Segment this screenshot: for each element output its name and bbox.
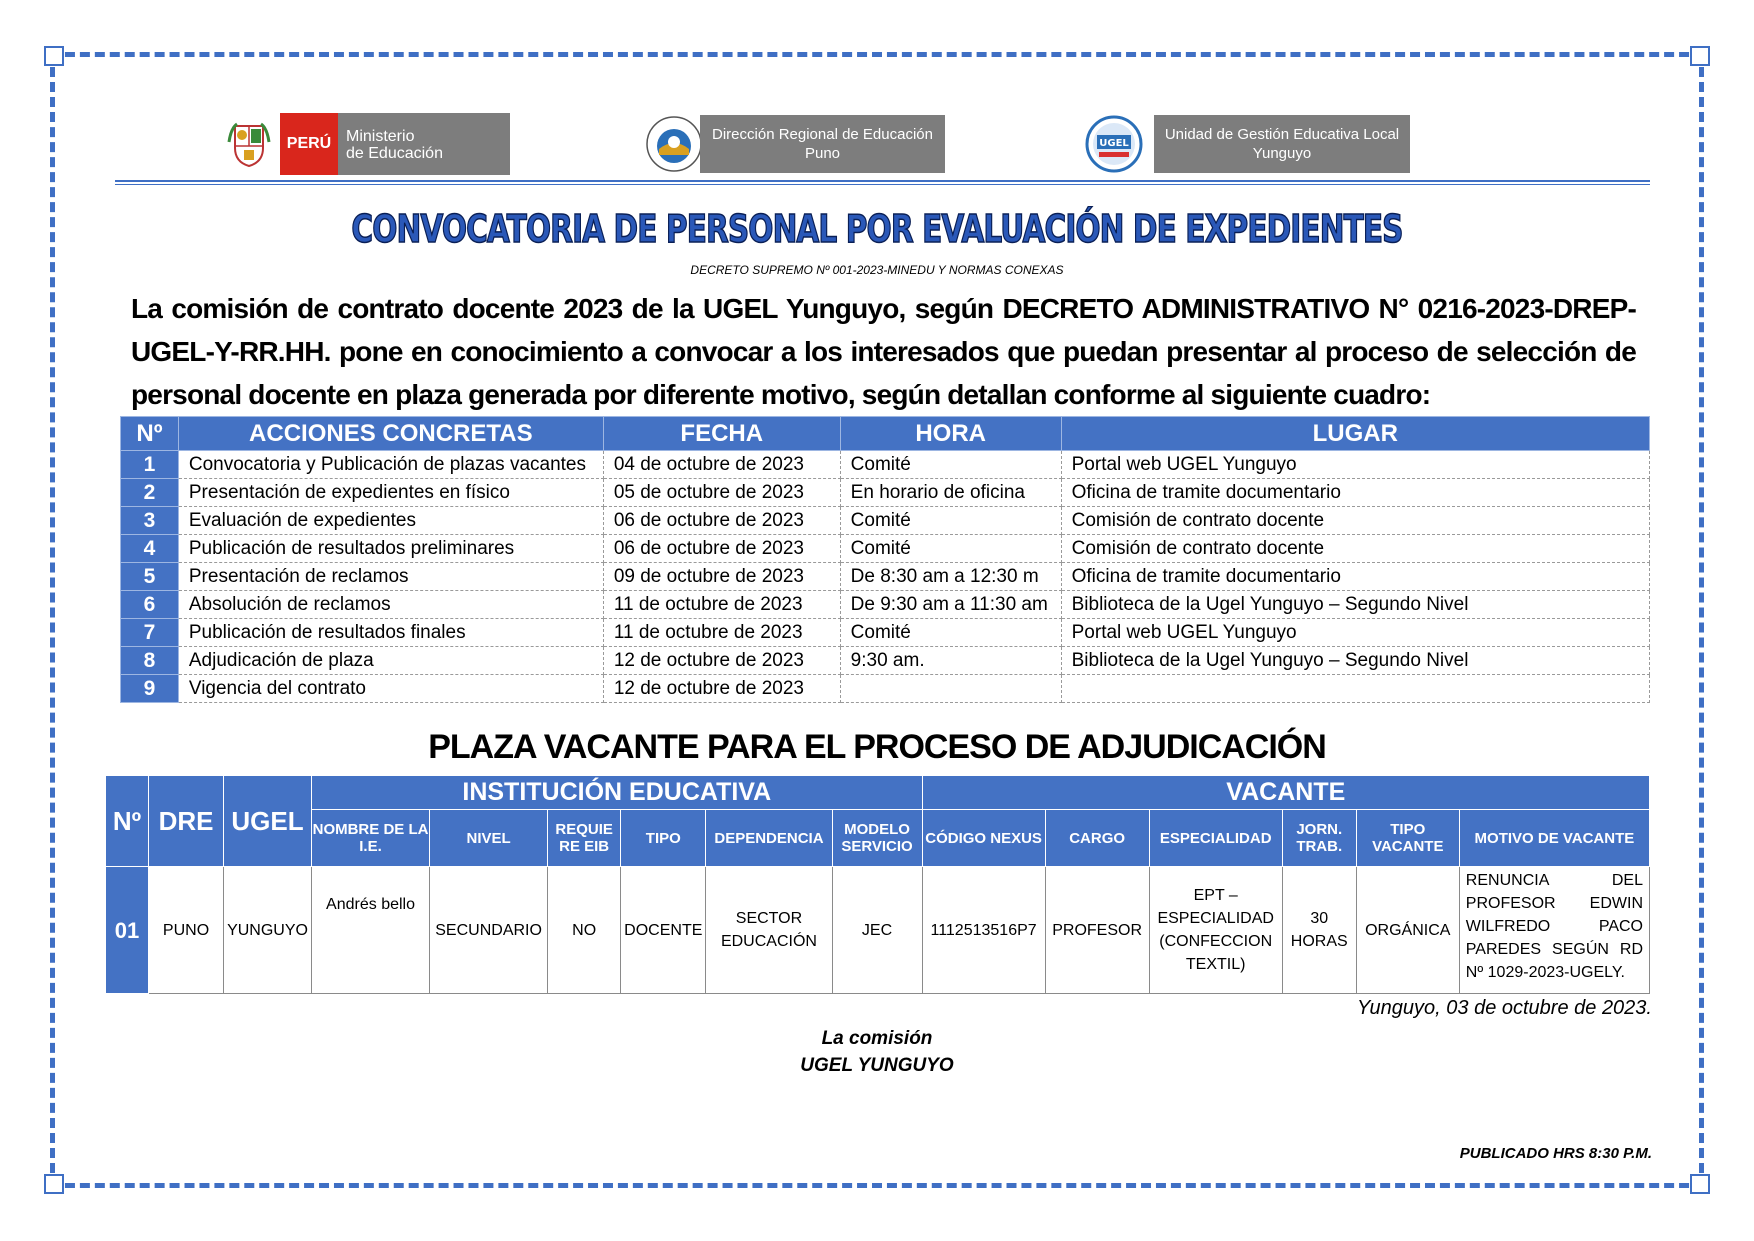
plaza-section-title: PLAZA VACANTE PARA EL PROCESO DE ADJUDICACIÓN	[428, 728, 1326, 766]
lugar-cell: Biblioteca de la Ugel Yunguyo – Segundo Nivel	[1061, 647, 1649, 675]
hora-cell: 9:30 am.	[840, 647, 1061, 675]
signature-line2: UGEL YUNGUYO	[800, 1055, 954, 1076]
table-row	[121, 563, 1650, 591]
tipo-cell: DOCENTE	[621, 867, 706, 994]
accion-cell: Publicación de resultados finales	[178, 619, 603, 647]
intro-paragraph: La comisión de contrato docente 2023 de la UGEL Yunguyo, según DECRETO ADMINISTRATIVO N° 0216-2023-DREP-UGEL-Y-RR.HH. pone en conocimiento a convocar a los interesados que puedan presentar al proceso de selección de personal docente en plaza generada por diferente motivo, según detallan conforme al siguiente cuadro:	[131, 293, 1636, 410]
table-row	[121, 591, 1650, 619]
schedule-table	[120, 416, 1650, 703]
row-number: 8	[121, 647, 179, 675]
fecha-cell: 12 de octubre de 2023	[603, 647, 840, 675]
minedu-name-line1: Ministerio	[346, 128, 415, 145]
hora-cell	[840, 675, 1061, 703]
plaza-header-row	[106, 810, 1650, 867]
col-header-ugel: UGEL	[224, 776, 312, 867]
border-corner	[44, 46, 64, 66]
modelo-cell: JEC	[832, 867, 922, 994]
header-logos	[115, 113, 1650, 179]
fecha-cell: 11 de octubre de 2023	[603, 591, 840, 619]
ugel-label	[1154, 115, 1410, 173]
col-header-especialidad: ESPECIALIDAD	[1149, 810, 1282, 867]
tipo-vacante-cell: ORGÁNICA	[1356, 867, 1459, 994]
plaza-table	[105, 775, 1650, 994]
header-divider	[115, 180, 1650, 182]
nombre-ie-cell: Andrés bello	[312, 867, 430, 994]
col-header-dre: DRE	[149, 776, 224, 867]
lugar-cell: Comisión de contrato docente	[1061, 535, 1649, 563]
fecha-cell: 04 de octubre de 2023	[603, 451, 840, 479]
table-row	[106, 867, 1650, 994]
border-corner	[1690, 1174, 1710, 1194]
drep-label	[700, 115, 945, 173]
row-number: 4	[121, 535, 179, 563]
accion-cell: Presentación de reclamos	[178, 563, 603, 591]
fecha-cell: 12 de octubre de 2023	[603, 675, 840, 703]
row-number: 6	[121, 591, 179, 619]
table-row	[121, 451, 1650, 479]
nivel-cell: SECUNDARIO	[430, 867, 548, 994]
codigo-nexus-cell: 1112513516P7	[922, 867, 1045, 994]
col-header-num: Nº	[121, 417, 179, 451]
col-header-eib: REQUIE RE EIB	[548, 810, 621, 867]
peru-coat-of-arms-icon	[218, 113, 280, 175]
lugar-cell	[1061, 675, 1649, 703]
row-number: 01	[106, 867, 149, 994]
signature-line1: La comisión	[821, 1028, 933, 1049]
border-corner	[44, 1174, 64, 1194]
table-row	[121, 535, 1650, 563]
motivo-cell: RENUNCIA DEL PROFESOR EDWIN WILFREDO PACO PAREDES SEGÚN RD Nº 1029-2023-UGELY.	[1459, 867, 1649, 994]
ugel-yunguyo-seal-icon	[1085, 115, 1143, 173]
lugar-cell: Portal web UGEL Yunguyo	[1061, 451, 1649, 479]
group-header-institucion: INSTITUCIÓN EDUCATIVA	[312, 776, 923, 810]
page-title: CONVOCATORIA DE PERSONAL POR EVALUACIÓN DE EXPEDIENTES	[351, 207, 1403, 251]
accion-cell: Absolución de reclamos	[178, 591, 603, 619]
col-header-fecha: FECHA	[603, 417, 840, 451]
col-header-jornada: JORN. TRAB.	[1282, 810, 1356, 867]
legal-reference: DECRETO SUPREMO Nº 001-2023-MINEDU Y NORMAS CONEXAS	[690, 263, 1064, 277]
dre-cell: PUNO	[149, 867, 224, 994]
col-header-tipo-vacante: TIPO VACANTE	[1356, 810, 1459, 867]
drep-line1: Dirección Regional de Educación	[712, 126, 933, 143]
fecha-cell: 06 de octubre de 2023	[603, 535, 840, 563]
row-number: 1	[121, 451, 179, 479]
col-header-nombre: NOMBRE DE LA I.E.	[312, 810, 430, 867]
row-number: 9	[121, 675, 179, 703]
eib-cell: NO	[548, 867, 621, 994]
drep-line2: Puno	[804, 145, 841, 162]
col-header-acciones: ACCIONES CONCRETAS	[178, 417, 603, 451]
col-header-cargo: CARGO	[1045, 810, 1149, 867]
row-number: 5	[121, 563, 179, 591]
dependencia-cell: SECTOR EDUCACIÓN	[706, 867, 832, 994]
col-header-nivel: NIVEL	[430, 810, 548, 867]
published-note: PUBLICADO HRS 8:30 P.M.	[1459, 1145, 1652, 1162]
fecha-cell: 05 de octubre de 2023	[603, 479, 840, 507]
hora-cell: Comité	[840, 507, 1061, 535]
col-header-modelo: MODELO SERVICIO	[832, 810, 922, 867]
group-header-vacante: VACANTE	[922, 776, 1649, 810]
fecha-cell: 06 de octubre de 2023	[603, 507, 840, 535]
fecha-cell: 09 de octubre de 2023	[603, 563, 840, 591]
table-row	[121, 507, 1650, 535]
hora-cell: Comité	[840, 535, 1061, 563]
header-divider	[115, 184, 1650, 185]
hora-cell: Comité	[840, 451, 1061, 479]
minedu-name	[338, 113, 510, 175]
ugel-line2: Yunguyo	[1252, 145, 1312, 162]
accion-cell: Adjudicación de plaza	[178, 647, 603, 675]
lugar-cell: Portal web UGEL Yunguyo	[1061, 619, 1649, 647]
row-number: 3	[121, 507, 179, 535]
col-header-tipo: TIPO	[621, 810, 706, 867]
lugar-cell: Biblioteca de la Ugel Yunguyo – Segundo Nivel	[1061, 591, 1649, 619]
lugar-cell: Oficina de tramite documentario	[1061, 563, 1649, 591]
accion-cell: Publicación de resultados preliminares	[178, 535, 603, 563]
table-row	[121, 619, 1650, 647]
cargo-cell: PROFESOR	[1045, 867, 1149, 994]
date-line: Yunguyo, 03 de octubre de 2023.	[1356, 997, 1652, 1019]
hora-cell: De 8:30 am a 12:30 m	[840, 563, 1061, 591]
lugar-cell: Oficina de tramite documentario	[1061, 479, 1649, 507]
col-header-codigo: CÓDIGO NEXUS	[922, 810, 1045, 867]
col-header-motivo: MOTIVO DE VACANTE	[1459, 810, 1649, 867]
minedu-name-line2: de Educación	[346, 145, 443, 162]
table-row	[121, 479, 1650, 507]
accion-cell: Vigencia del contrato	[178, 675, 603, 703]
jornada-cell: 30 HORAS	[1282, 867, 1356, 994]
peru-label: PERÚ	[280, 113, 338, 175]
table-row	[121, 647, 1650, 675]
hora-cell: En horario de oficina	[840, 479, 1061, 507]
row-number: 2	[121, 479, 179, 507]
ugel-seal-text: UGEL	[1099, 138, 1129, 149]
fecha-cell: 11 de octubre de 2023	[603, 619, 840, 647]
row-number: 7	[121, 619, 179, 647]
border-corner	[1690, 46, 1710, 66]
lugar-cell: Comisión de contrato docente	[1061, 507, 1649, 535]
accion-cell: Presentación de expedientes en físico	[178, 479, 603, 507]
col-header-lugar: LUGAR	[1061, 417, 1649, 451]
plaza-header-group-row	[106, 776, 1650, 810]
table-row	[121, 675, 1650, 703]
accion-cell: Evaluación de expedientes	[178, 507, 603, 535]
hora-cell: Comité	[840, 619, 1061, 647]
col-header-hora: HORA	[840, 417, 1061, 451]
schedule-header-row	[121, 417, 1650, 451]
hora-cell: De 9:30 am a 11:30 am	[840, 591, 1061, 619]
ugel-line1: Unidad de Gestión Educativa Local	[1164, 126, 1400, 143]
col-header-num: Nº	[106, 776, 149, 867]
accion-cell: Convocatoria y Publicación de plazas vacantes	[178, 451, 603, 479]
col-header-dependencia: DEPENDENCIA	[706, 810, 832, 867]
signature-block	[0, 1025, 1754, 1079]
especialidad-cell: EPT – ESPECIALIDAD (CONFECCION TEXTIL)	[1149, 867, 1282, 994]
ugel-cell: YUNGUYO	[224, 867, 312, 994]
drep-seal-icon	[645, 115, 703, 173]
minedu-logo	[218, 113, 510, 175]
